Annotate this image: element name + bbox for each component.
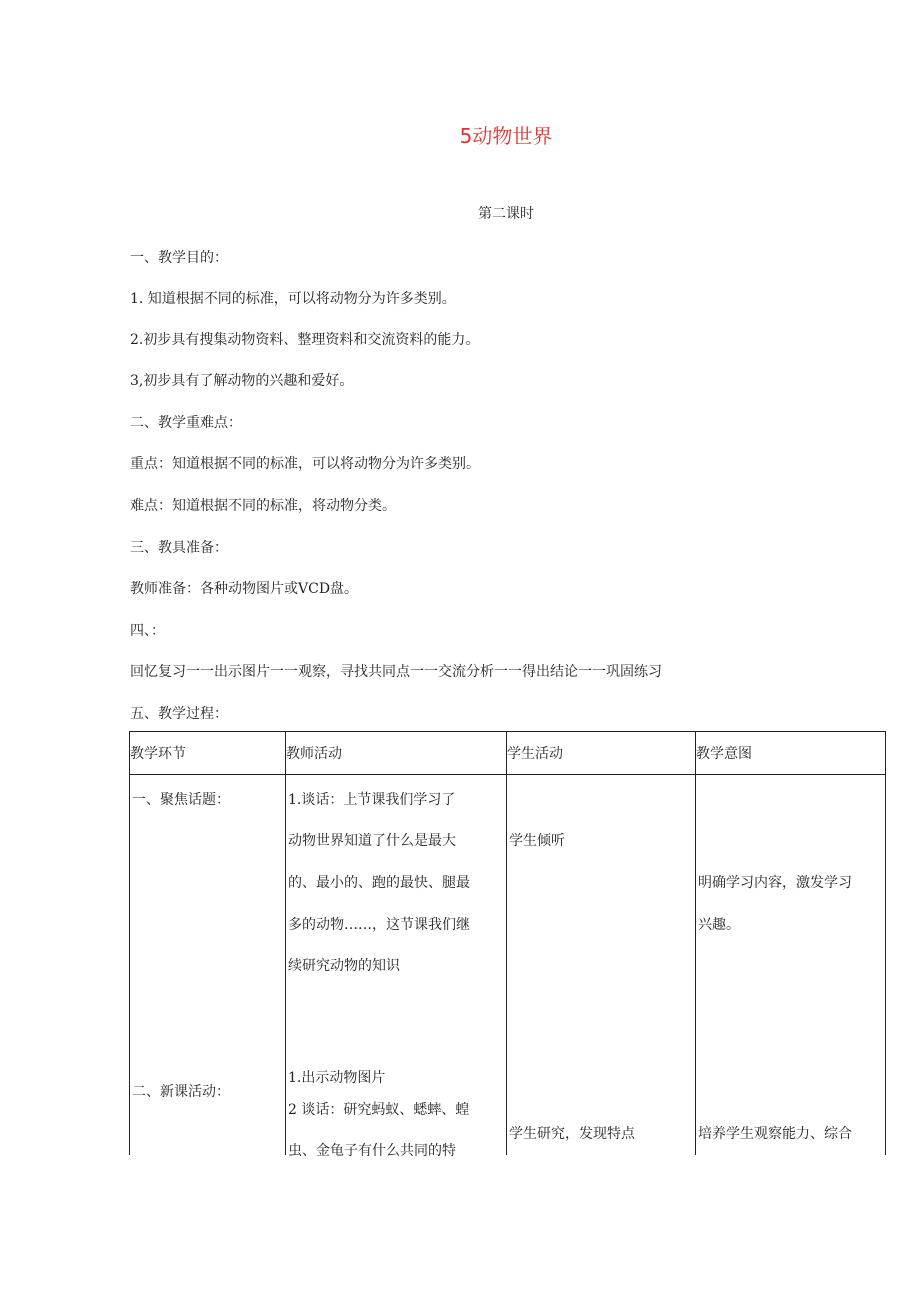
teacher-line: 2 谈话：研究蚂蚁、蟋蟀、蝗	[288, 1102, 470, 1118]
intent-line: 兴趣。	[698, 917, 740, 933]
stage-1: 一、聚焦话题：	[132, 792, 230, 808]
section-heading-objectives: 一、教学目的：	[130, 250, 228, 266]
teacher-line: 1.谈话：上节课我们学习了	[288, 792, 456, 808]
lesson-process-table	[129, 731, 886, 1159]
teacher-line: 动物世界知道了什么是最大	[288, 833, 456, 849]
teacher-line: 的、最小的、跑的最快、腿最	[288, 875, 470, 891]
header-stage: 教学环节	[130, 732, 286, 775]
key-point: 重点：知道根据不同的标准，可以将动物分为许多类别。	[130, 456, 480, 472]
section-heading-process: 五、教学过程：	[130, 706, 228, 722]
difficult-point: 难点：知道根据不同的标准，将动物分类。	[130, 498, 396, 514]
teaching-flow: 回忆复习一一出示图片一一观察，寻找共同点一一交流分析一一得出结论一一巩固练习	[130, 664, 662, 680]
header-teaching-intent: 教学意图	[696, 732, 886, 775]
table-header-row	[130, 732, 886, 775]
objective-1: 1. 知道根据不同的标准，可以将动物分为许多类别。	[130, 291, 456, 307]
stage-cell	[130, 775, 286, 1156]
teaching-intent-cell	[696, 775, 886, 1156]
teacher-line: 多的动物……，这节课我们继	[288, 917, 470, 933]
document-title: 5动物世界	[459, 124, 553, 148]
student-activity-cell	[507, 775, 696, 1156]
student-activity-2: 学生研究，发现特点	[509, 1126, 635, 1142]
teacher-line: 1.出示动物图片	[288, 1070, 386, 1086]
lesson-subtitle: 第二课时	[478, 206, 534, 222]
header-teacher-activity: 教师活动	[286, 732, 507, 775]
intent-line: 明确学习内容，激发学习	[698, 875, 852, 891]
student-activity-1: 学生倾听	[509, 833, 565, 849]
stage-2: 二、新课活动：	[132, 1084, 230, 1100]
section-heading-key-points: 二、教学重难点：	[130, 415, 242, 431]
objective-3: 3,初步具有了解动物的兴趣和爱好。	[130, 373, 354, 389]
teacher-materials: 教师准备：各种动物图片或VCD盘。	[130, 581, 359, 597]
objective-2: 2.初步具有搜集动物资料、整理资料和交流资料的能力。	[130, 332, 480, 348]
intent-line: 培养学生观察能力、综合	[698, 1126, 852, 1142]
header-student-activity: 学生活动	[507, 732, 696, 775]
teacher-activity-cell	[286, 775, 507, 1159]
teacher-line: 续研究动物的知识	[288, 958, 400, 974]
section-heading-four: 四、：	[130, 623, 165, 639]
teacher-line: 虫、金龟子有什么共同的特	[288, 1143, 456, 1159]
table-row	[130, 775, 886, 1156]
section-heading-materials: 三、教具准备：	[130, 540, 228, 556]
